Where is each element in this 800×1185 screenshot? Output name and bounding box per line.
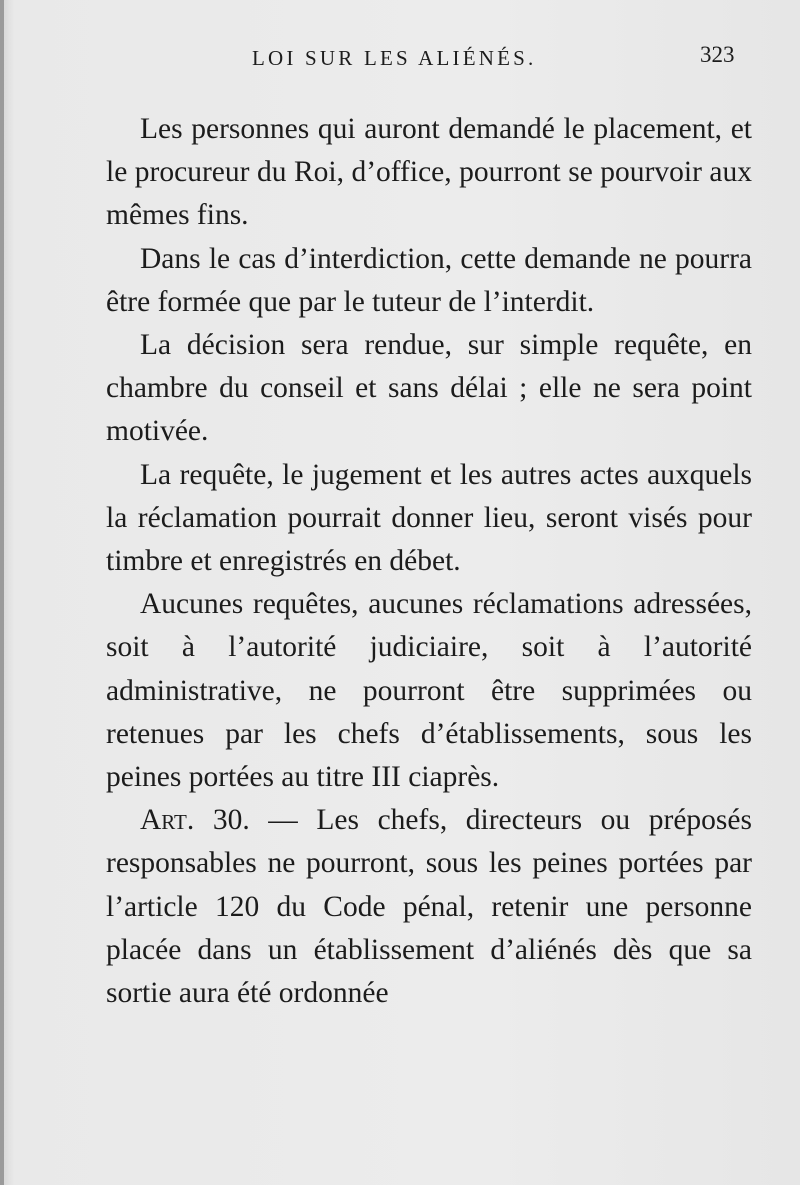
page-spine-edge xyxy=(0,0,4,1185)
paragraph: Aucunes requêtes, aucunes réclamations adressées, soit à l’autorité judiciaire, soit à l’autorité administrative, ne pourront être supprimées ou retenues par les chefs d’établissements, sous les peines portées au titre III ciaprès. xyxy=(106,588,752,794)
paragraph: La requête, le jugement et les autres actes auxquels la réclamation pourrait donner lieu, seront visés pour timbre et enregistrés en débet. xyxy=(106,458,752,578)
article-text: — Les chefs, directeurs ou préposés responsables ne pourront, sous les peines portées par l’article 120 du Code pénal, retenir une personne placée dans un établissement d’aliénés dès que sa sortie aura été ordonnée xyxy=(106,804,752,1010)
running-title: LOI SUR LES ALIÉNÉS. xyxy=(252,46,537,70)
page-header xyxy=(0,42,800,82)
page-number: 323 xyxy=(700,42,735,67)
article-paragraph xyxy=(106,799,752,1015)
paragraph: La décision sera rendue, sur simple requête, en chambre du conseil et sans délai ; elle ne sera point motivée. xyxy=(106,329,752,448)
paragraph: Dans le cas d’interdiction, cette demande ne pourra être formée que par le tuteur de l’interdit. xyxy=(106,242,752,318)
article-label: Art. 30. xyxy=(140,804,250,837)
paragraph: Les personnes qui auront demandé le placement, et le procureur du Roi, d’office, pourront se pourvoir aux mêmes fins. xyxy=(106,113,752,232)
body-text xyxy=(106,108,752,1015)
